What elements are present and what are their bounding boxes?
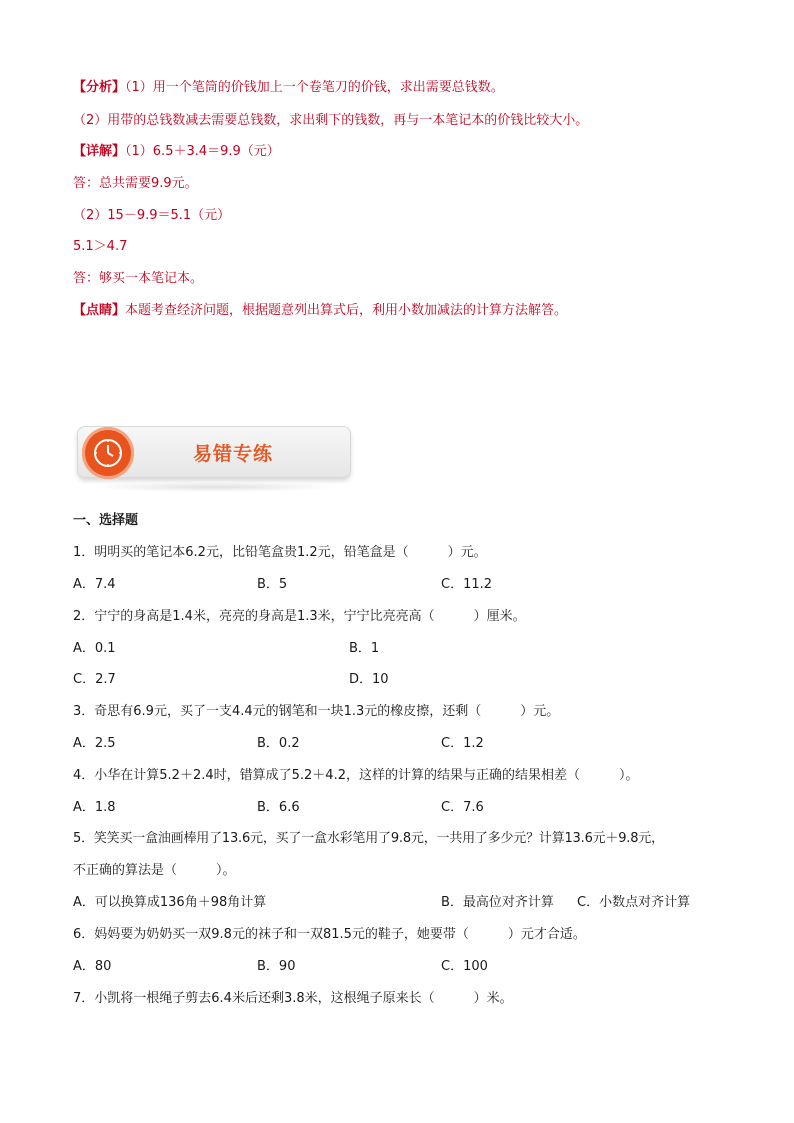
question-7: 7．小凯将一根绳子剪去6.4米后还剩3.8米，这根绳子原来长（ ）米。	[73, 991, 513, 1006]
q6-option-b[interactable]: B．90	[257, 959, 296, 974]
detail-tag: 【详解】	[73, 144, 126, 159]
remark-text: 本题考查经济问题，根据题意列出算式后，利用小数加减法的计算方法解答。	[125, 303, 568, 318]
q5-option-c[interactable]: C．小数点对齐计算	[577, 895, 691, 910]
question-1: 1．明明买的笔记本6.2元，比铅笔盒贵1.2元，铅笔盒是（ ）元。	[73, 545, 487, 560]
section-title: 一、选择题	[73, 513, 139, 528]
remark-tag: 【点睛】	[73, 303, 126, 318]
q6-option-a[interactable]: A．80	[73, 959, 112, 974]
q1-option-c[interactable]: C．11.2	[441, 577, 493, 592]
q6-option-c[interactable]: C．100	[441, 959, 488, 974]
q2-option-c[interactable]: C．2.7	[73, 672, 116, 687]
analysis-tag: 【分析】	[73, 80, 126, 95]
q2-option-b[interactable]: B．1	[349, 641, 380, 656]
q1-option-b[interactable]: B．5	[257, 577, 288, 592]
question-2: 2．宁宁的身高是1.4米，亮亮的身高是1.3米，宁宁比亮亮高（ ）厘米。	[73, 609, 526, 624]
q1-option-a[interactable]: A．7.4	[73, 577, 116, 592]
q4-option-b[interactable]: B．6.6	[257, 800, 300, 815]
q4-option-a[interactable]: A．1.8	[73, 800, 116, 815]
banner-title: 易错专练	[193, 443, 274, 465]
detail-line-1	[73, 143, 280, 161]
question-3: 3．奇思有6.9元，买了一支4.4元的钢笔和一块1.3元的橡皮擦，还剩（ ）元。	[73, 704, 560, 719]
analysis-line-1	[73, 79, 504, 97]
clock-icon	[82, 427, 134, 479]
detail-text: （1）6.5＋3.4＝9.9（元）	[125, 144, 280, 159]
q3-option-a[interactable]: A．2.5	[73, 736, 116, 751]
question-5-cont: 不正确的算法是（ ）。	[73, 863, 236, 878]
question-5: 5．笑笑买一盒油画棒用了13.6元，买了一盒水彩笔用了9.8元，一共用了多少元？计算13.6元＋9.8元，	[73, 831, 664, 846]
question-6: 6．妈妈要为奶奶买一双9.8元的袜子和一双81.5元的鞋子，她要带（ ）元才合适。	[73, 927, 586, 942]
compare-line: 5.1＞4.7	[73, 239, 128, 254]
question-4: 4．小华在计算5.2＋2.4时，错算成了5.2＋4.2，这样的计算的结果与正确的结果相差（ ）。	[73, 768, 639, 783]
answer-line-2: 答：够买一本笔记本。	[73, 271, 204, 286]
remark-line	[73, 302, 567, 320]
detail-line-2: （2）15－9.9＝5.1（元）	[73, 208, 231, 223]
q3-option-c[interactable]: C．1.2	[441, 736, 484, 751]
q4-option-c[interactable]: C．7.6	[441, 800, 484, 815]
analysis-text: （1）用一个笔筒的价钱加上一个卷笔刀的价钱，求出需要总钱数。	[125, 80, 504, 95]
answer-line-1: 答：总共需要9.9元。	[73, 176, 198, 191]
q2-option-d[interactable]: D．10	[349, 672, 389, 687]
analysis-line-2: （2）用带的总钱数减去需要总钱数，求出剩下的钱数，再与一本笔记本的价钱比较大小。	[73, 113, 589, 128]
q3-option-b[interactable]: B．0.2	[257, 736, 300, 751]
banner-shadow	[90, 482, 340, 492]
q5-option-b[interactable]: B．最高位对齐计算	[441, 895, 554, 910]
q5-option-a[interactable]: A．可以换算成136角＋98角计算	[73, 895, 267, 910]
q2-option-a[interactable]: A．0.1	[73, 641, 116, 656]
